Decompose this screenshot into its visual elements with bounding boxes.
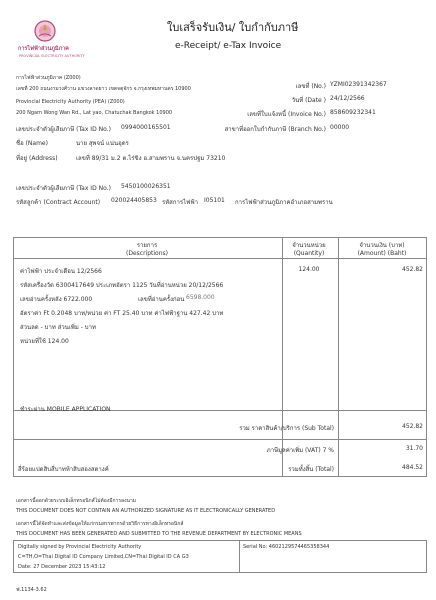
item-line-latest-reading: เลขอ่านครั้งหลัง 6722.000: [20, 296, 93, 303]
col-amt-th: จำนวนเงิน (บาท): [359, 242, 405, 249]
issuer-address-en: 200 Ngam Wong Wan Rd., Lat yao, Chatuchak Bangkok 10900: [16, 110, 173, 116]
item-line-units: หน่วยที่ใช้ 124.00: [20, 338, 69, 345]
customer-tax-id: 5450100026351: [121, 183, 171, 190]
item-line-month: ค่าไฟฟ้า ประจำเดือน 12/2566: [20, 268, 102, 275]
item-line-previous-reading: 6598.000: [186, 294, 215, 301]
pea-office: การไฟฟ้าส่วนภูมิภาคอำเภอสามพราน: [235, 199, 333, 206]
sig-serial: Serial No: 4602129574465358344: [243, 544, 330, 550]
pea-emblem-icon: [30, 20, 60, 42]
item-amount: 452.82: [402, 266, 423, 273]
customer-address-label: ที่อยู่ (Address): [16, 155, 58, 162]
meter-code-label: รหัสการไฟฟ้า: [162, 199, 198, 206]
item-qty: 124.00: [298, 266, 320, 273]
item-line-rates: อัตราค่า Ft 0.2048 บาท/หน่วย ค่า FT 25.40 บาท ค่าไฟฟ้าฐาน 427.42 บาท: [20, 310, 224, 317]
item-line-previous-label: เลขที่อ่านครั้งก่อน: [138, 296, 185, 303]
logo-text-th: การไฟฟ้าส่วนภูมิภาค: [18, 46, 69, 52]
doc-date-label: วันที่ (Date ): [291, 97, 326, 104]
form-code: ฟ.1134-3.62: [16, 587, 47, 593]
note-no-signature-en: THIS DOCUMENT DOES NOT CONTAIN AN AUTHORIZED SIGNATURE AS IT ELECTRONICALLY GENERATED: [16, 508, 276, 514]
branch-no-label: สาขาที่ออกใบกำกับภาษี (Branch No.): [224, 126, 326, 133]
total-label: รวมทั้งสิ้น (Total): [288, 466, 334, 473]
payment-method: ชำระผ่าน MOBILE APPLICATION: [20, 406, 111, 413]
col-amt-en: (Amount) (Baht): [357, 250, 407, 257]
customer-name-label: ชื่อ (Name): [16, 140, 48, 147]
issuer-name-en: Provincial Electricity Authority (PEA) (Z000): [16, 99, 125, 105]
vat-label: ภาษีมูลค่าเพิ่ม (VAT) 7 %: [266, 447, 334, 454]
col-qty-th: จำนวนหน่วย: [292, 242, 326, 249]
note-submitted-en: THIS DOCUMENT HAS BEEN GENERATED AND SUBMITTED TO THE REVENUE DEPARTMENT BY ELECTRONIC MEANS: [16, 531, 302, 537]
total-in-words: สี่ร้อยแปดสิบสี่บาทห้าสิบสองสตางค์: [18, 466, 109, 473]
issuer-address-th: เลขที่ 200 ถนนงามวงศ์วาน แขวงลาดยาว เขตจตุจักร จ.กรุงเทพมหานคร 10900: [16, 86, 191, 92]
col-desc-th: รายการ: [136, 242, 158, 249]
item-line-discount: ส่วนลด - บาท ส่วนเพิ่ม - บาท: [20, 324, 96, 331]
doc-no: YZMI02391342367: [330, 81, 387, 88]
contract-account: 020024405853: [111, 197, 157, 204]
customer-name: นาย สุพจน์ แน่นอุดร: [76, 140, 129, 147]
issuer-name-th: การไฟฟ้าส่วนภูมิภาค (Z000): [16, 75, 81, 81]
sig-date: Date: 27 December 2023 15:43:12: [18, 564, 106, 570]
customer-tax-id-label: เลขประจำตัวผู้เสียภาษี (Tax ID No.): [16, 185, 111, 192]
invoice-no: 858609232341: [330, 109, 376, 116]
total-value: 484.52: [402, 464, 423, 471]
vat-value: 31.70: [405, 445, 423, 452]
note-submitted-th: เอกสารนี้ได้จัดทำและส่งข้อมูลให้แก่กรมสรรพากรด้วยวิธีการทางอิเล็กทรอนิกส์: [16, 521, 184, 527]
invoice-no-label: เลขที่ใบแจ้งหนี้ (Invoice No.): [247, 111, 326, 118]
sig-certificate: C=TH,O=Thai Digital ID Company Limited,CN=Thai Digital ID CA G3: [18, 554, 189, 560]
contract-account-label: รหัสลูกค้า (Contract Account): [16, 199, 101, 206]
customer-address: เลขที่ 89/31 ม.2 ต.ไร่ขิง อ.สามพราน จ.นครปฐม 73210: [76, 155, 226, 162]
doc-date: 24/12/2566: [330, 95, 365, 102]
col-desc-en: (Descriptions): [126, 250, 168, 257]
note-no-signature-th: เอกสารนี้ออกด้วยระบบอิเล็กทรอนิกส์ไม่ต้องมีการลงนาม: [16, 498, 137, 504]
doc-no-label: เลขที่ (No.): [295, 83, 326, 90]
item-line-meter: รหัสเครื่องวัด 6300417649 ประเภทอัตรา 1125 วันที่อ่านหน่วย 20/12/2566: [20, 282, 224, 289]
col-qty-en: (Quantity): [293, 250, 325, 257]
meter-code: I05101: [204, 197, 225, 204]
branch-no: 00000: [330, 124, 350, 131]
issuer-tax-id-label: เลขประจำตัวผู้เสียภาษี (Tax ID No.): [16, 126, 111, 133]
title-th: ใบเสร็จรับเงิน/ ใบกำกับภาษี: [167, 21, 299, 34]
logo-text-en: PROVINCIAL ELECTRICITY AUTHORITY: [19, 54, 85, 58]
issuer-tax-id: 0994000165501: [121, 124, 171, 131]
sig-signed-by: Digitally signed by Provincial Electricity Authority: [18, 544, 142, 550]
subtotal-label: รวม ราคาสินค้า/บริการ (Sub Total): [239, 425, 334, 432]
title-en: e-Receipt/ e-Tax Invoice: [175, 41, 282, 51]
subtotal-value: 452.82: [402, 423, 423, 430]
